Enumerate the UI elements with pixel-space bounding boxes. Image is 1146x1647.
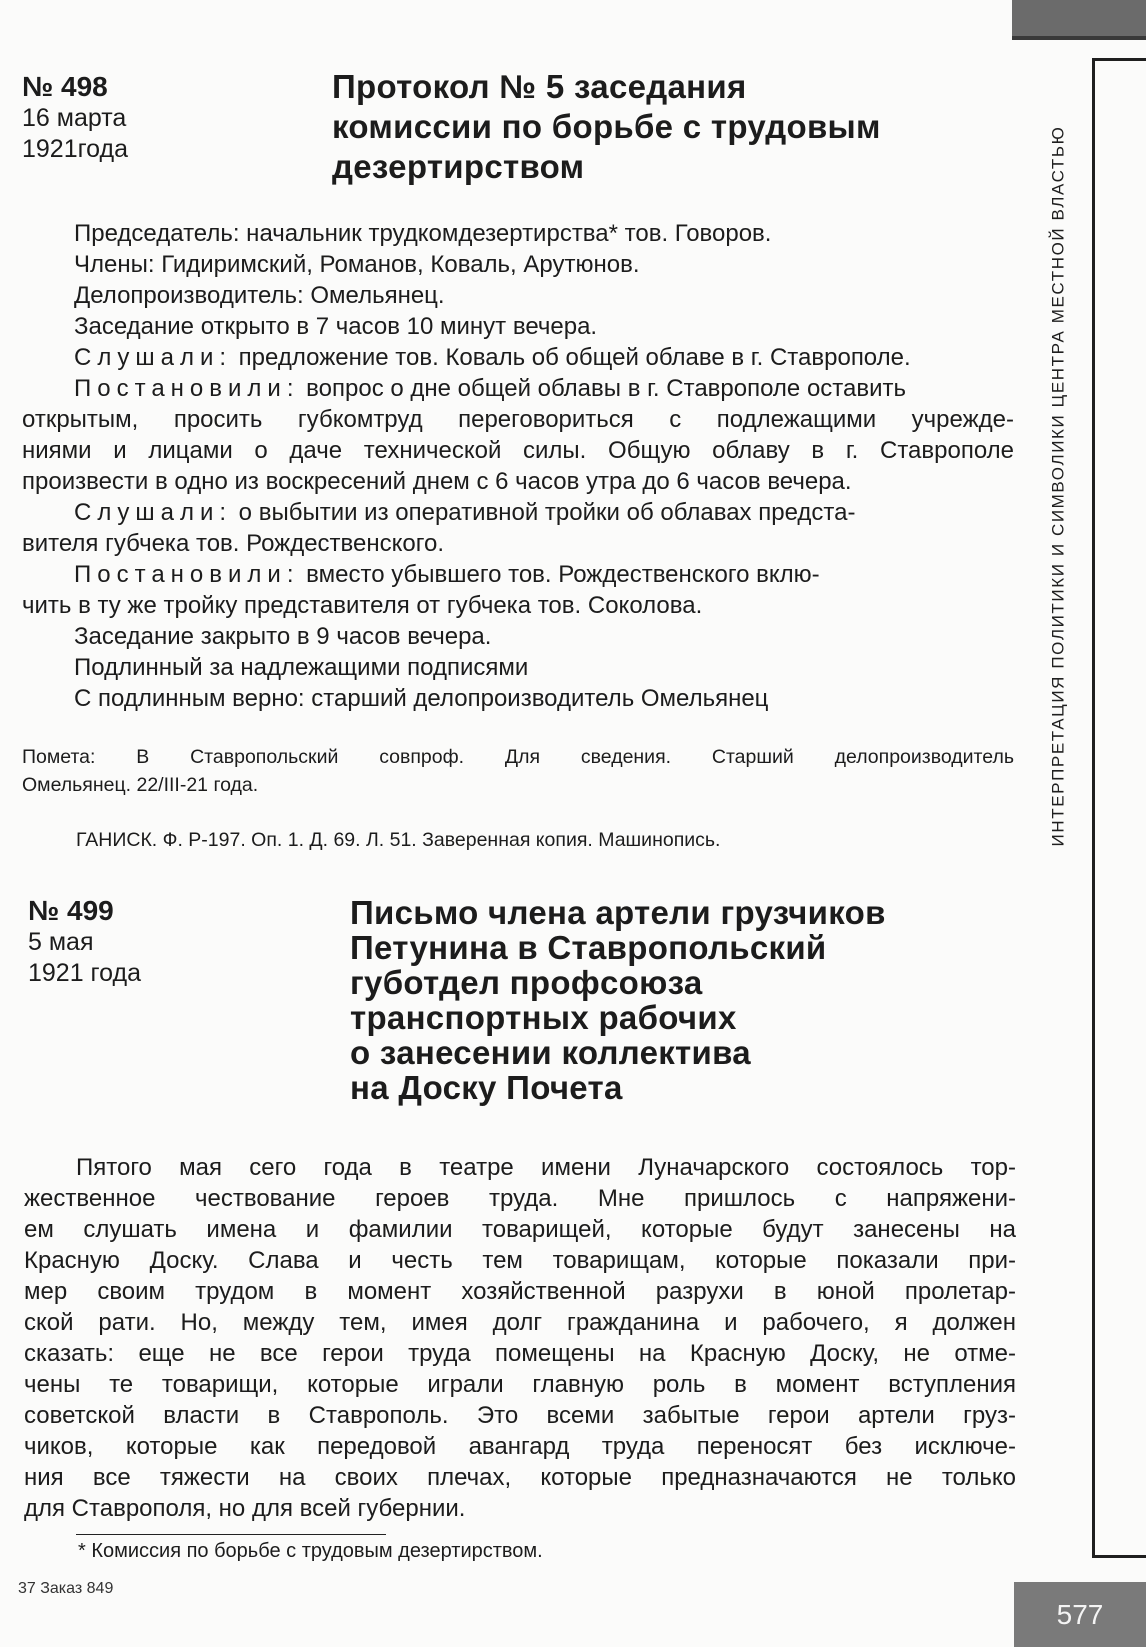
doc498-title-line: Протокол № 5 заседания xyxy=(332,68,747,105)
doc498-clerk: Делопроизводитель: Омельянец. xyxy=(74,282,445,309)
heard1-text: предложение тов. Коваль об общей облаве в г. Ставрополе. xyxy=(232,344,911,371)
doc499-body-line: чиков, которые как передовой авангард труда переносят без исключе- xyxy=(24,1433,1016,1460)
doc499-body-line: мер своим трудом в момент хозяйственной разрухи в юной пролетар- xyxy=(24,1278,1016,1305)
doc498-members: Члены: Гидиримский, Романов, Коваль, Арутюнов. xyxy=(74,251,640,278)
doc498-title-line: комиссии по борьбе с трудовым xyxy=(332,108,881,145)
decided2-label: Постановили: xyxy=(74,561,300,588)
doc499-title-line: о занесении коллектива xyxy=(350,1034,751,1071)
doc499-title-line: губотдел профсоюза xyxy=(350,964,703,1001)
doc498-title-line: дезертирством xyxy=(332,148,585,185)
heard2-label: Слушали: xyxy=(74,499,233,526)
doc498-decided1-line: произвести в одно из воскресений днем с 6 часов утра до 6 часов вечера. xyxy=(22,468,852,495)
doc498-source: ГАНИСК. Ф. Р-197. Оп. 1. Д. 69. Л. 51. Заверенная копия. Машинопись. xyxy=(76,829,721,851)
doc498-note-line: Омельянец. 22/III-21 года. xyxy=(22,774,259,796)
doc498-note-line: Помета: В Ставропольский совпроф. Для сведения. Старший делопроизводитель xyxy=(22,746,1014,768)
page-corner-tab xyxy=(1012,0,1146,40)
section-side-frame xyxy=(1092,58,1146,1558)
doc498-decided2-line: чить в ту же тройку представителя от губчека тов. Соколова. xyxy=(22,592,703,619)
printer-signature-mark: 37 Заказ 849 xyxy=(18,1580,114,1597)
doc498-date-line2: 1921года xyxy=(22,135,129,163)
doc498-date-line1: 16 марта xyxy=(22,104,127,132)
doc499-body-line: чены те товарищи, которые играли главную роль в момент вступления xyxy=(24,1371,1016,1398)
doc499-date-line1: 5 мая xyxy=(28,928,94,956)
doc499-body-line: для Ставрополя, но для всей губернии. xyxy=(24,1495,466,1522)
decided1-line: вопрос о дне общей облавы в г. Ставрополе оставить xyxy=(299,375,907,402)
doc498-opened: Заседание открыто в 7 часов 10 минут вечера. xyxy=(74,313,598,340)
doc499-body-line: сказать: еще не все герои труда помещены на Красную Доску, не отме- xyxy=(24,1340,1016,1367)
doc499-title-line: Петунина в Ставропольский xyxy=(350,929,827,966)
doc498-heard1 xyxy=(74,342,911,373)
doc498-decided2 xyxy=(74,559,820,590)
doc499-body-line: ния все тяжести на своих плечах, которые предназначаются не только xyxy=(24,1464,1016,1491)
heard2-line: о выбытии из оперативной тройки об облавах предста- xyxy=(232,499,856,526)
doc499-number: № 499 xyxy=(28,895,114,926)
doc498-decided1-line: открытым, просить губкомтруд переговориться с подлежащими учрежде- xyxy=(22,406,1014,433)
doc499-body-line: Пятого мая сего года в театре имени Луначарского состоялось тор- xyxy=(76,1154,1016,1181)
doc498-decided1-line: ниями и лицами о даче технической силы. Общую облаву в г. Ставрополе xyxy=(22,437,1014,464)
doc499-body-line: ской рати. Но, между тем, имея долг гражданина и рабочего, я должен xyxy=(24,1309,1016,1336)
footnote-rule xyxy=(76,1534,386,1535)
doc499-body-line: жественное чествование героев труда. Мне пришлось с напряжени- xyxy=(24,1185,1016,1212)
doc498-chair: Председатель: начальник трудкомдезертирства* тов. Говоров. xyxy=(74,220,772,247)
doc499-body-line: советской власти в Ставрополь. Это всеми забытые герои артели груз- xyxy=(24,1402,1016,1429)
doc499-title-line: транспортных рабочих xyxy=(350,999,737,1036)
doc498-number: № 498 xyxy=(22,71,108,102)
doc498-certified: С подлинным верно: старший делопроизводитель Омельянец xyxy=(74,685,769,712)
footnote: * Комиссия по борьбе с трудовым дезертирством. xyxy=(78,1540,543,1562)
decided2-line: вместо убывшего тов. Рождественского вклю- xyxy=(299,561,820,588)
doc499-body-line: ем слушать имена и фамилии товарищей, которые будут занесены на xyxy=(24,1216,1016,1243)
doc499-title-line: Письмо члена артели грузчиков xyxy=(350,894,886,931)
doc499-title-line: на Доску Почета xyxy=(350,1069,623,1106)
doc498-heard2 xyxy=(74,497,855,528)
running-section-title-text: ИНТЕРПРЕТАЦИЯ ПОЛИТИКИ И СИМВОЛИКИ ЦЕНТРА МЕСТНОЙ ВЛАСТЬЮ xyxy=(1048,125,1068,847)
doc498-original: Подлинный за надлежащими подписями xyxy=(74,654,529,681)
heard1-label: Слушали: xyxy=(74,344,233,371)
running-section-title xyxy=(1044,56,1072,916)
doc498-decided1 xyxy=(74,373,906,404)
doc499-date-line2: 1921 года xyxy=(28,959,141,987)
doc498-closed: Заседание закрыто в 9 часов вечера. xyxy=(74,623,492,650)
doc499-body-line: Красную Доску. Слава и честь тем товарищам, которые показали при- xyxy=(24,1247,1016,1274)
page-number: 577 xyxy=(1014,1582,1146,1647)
doc498-heard2-line: вителя губчека тов. Рождественского. xyxy=(22,530,444,557)
decided1-label: Постановили: xyxy=(74,375,300,402)
